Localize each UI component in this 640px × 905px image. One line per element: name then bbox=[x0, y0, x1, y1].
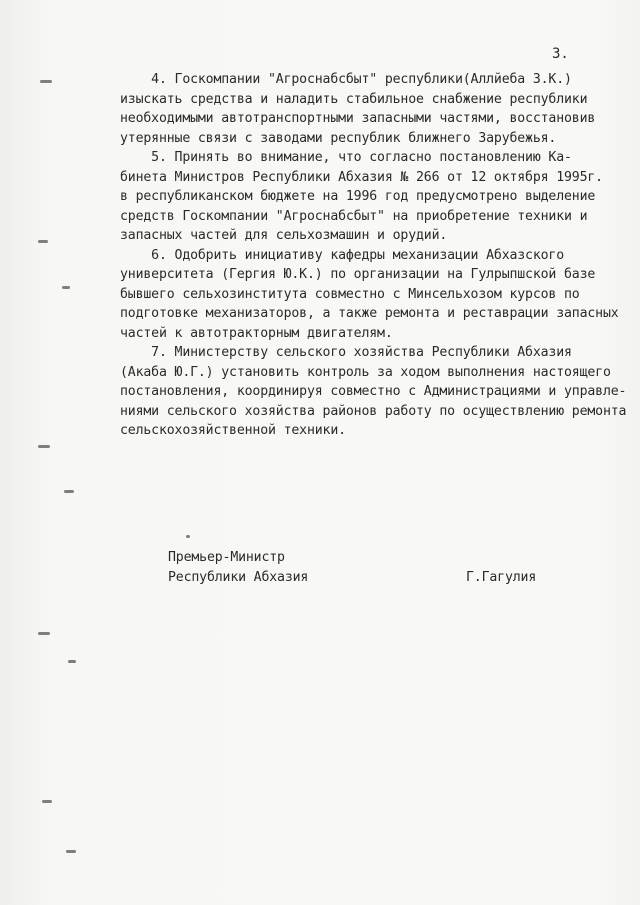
signature-block bbox=[168, 548, 588, 588]
text-line: (Акаба Ю.Г.) установить контроль за ходом выполнения настоящего bbox=[120, 364, 611, 380]
text-line: утерянные связи с заводами республик ближнего Зарубежья. bbox=[120, 130, 557, 146]
scan-mark bbox=[40, 80, 52, 83]
text-line: необходимыми автотранспортными запасными частями, восстановив bbox=[120, 111, 596, 126]
text-line: средств Госкомпании "Агроснабсбыт" на приобретение техники и bbox=[120, 208, 588, 224]
text-line: сельскохозяйственной техники. bbox=[120, 423, 346, 438]
text-line: бывшего сельхозинститута совместно с Минсельхозом курсов по bbox=[120, 286, 580, 302]
signatory-title: Республики Абхазия bbox=[168, 570, 309, 585]
text-line: 4. Госкомпании "Агроснабсбыт" республики(Аллйеба З.К.) bbox=[120, 72, 572, 87]
scan-mark bbox=[64, 490, 74, 493]
scan-mark bbox=[186, 535, 190, 538]
document-body bbox=[120, 70, 634, 441]
scan-mark bbox=[42, 800, 52, 803]
paragraph-5 bbox=[120, 148, 634, 246]
text-line: изыскать средства и наладить стабильное снабжение республики bbox=[120, 91, 588, 107]
scan-mark bbox=[62, 286, 70, 289]
scan-mark bbox=[68, 660, 76, 663]
page-number: 3. bbox=[552, 46, 569, 62]
text-line: 5. Принять во внимание, что согласно постановлению Ка- bbox=[120, 150, 572, 165]
scan-mark bbox=[38, 632, 50, 635]
text-line: ниями сельского хозяйства районов работу по осуществлению ремонта bbox=[120, 403, 627, 419]
scan-mark bbox=[38, 445, 50, 448]
scan-mark bbox=[38, 240, 48, 243]
scan-mark bbox=[66, 850, 76, 853]
text-line: запасных частей для сельхозмашин и орудий. bbox=[120, 228, 448, 243]
text-line: постановления, координируя совместно с Администрациями и управле- bbox=[120, 384, 627, 399]
signatory-title: Премьер-Министр bbox=[168, 550, 285, 565]
paragraph-6 bbox=[120, 246, 634, 344]
text-line: в республиканском бюджете на 1996 год предусмотрено выделение bbox=[120, 189, 596, 204]
signatory-name: Г.Гагулия bbox=[466, 570, 537, 585]
text-line: бинета Министров Республики Абхазия № 266 от 12 октября 1995г. bbox=[120, 169, 603, 185]
text-line: частей к автотракторным двигателям. bbox=[120, 325, 393, 341]
text-line: университета (Гергия Ю.К.) по организации на Гулрыпшской базе bbox=[120, 267, 596, 282]
text-line: подготовке механизаторов, а также ремонта и реставрации запасных bbox=[120, 306, 619, 321]
paragraph-7 bbox=[120, 343, 634, 441]
paragraph-4 bbox=[120, 70, 634, 148]
text-line: 6. Одобрить инициативу кафедры механизации Абхазского bbox=[120, 247, 565, 263]
text-line: 7. Министерству сельского хозяйства Республики Абхазия bbox=[120, 345, 572, 360]
